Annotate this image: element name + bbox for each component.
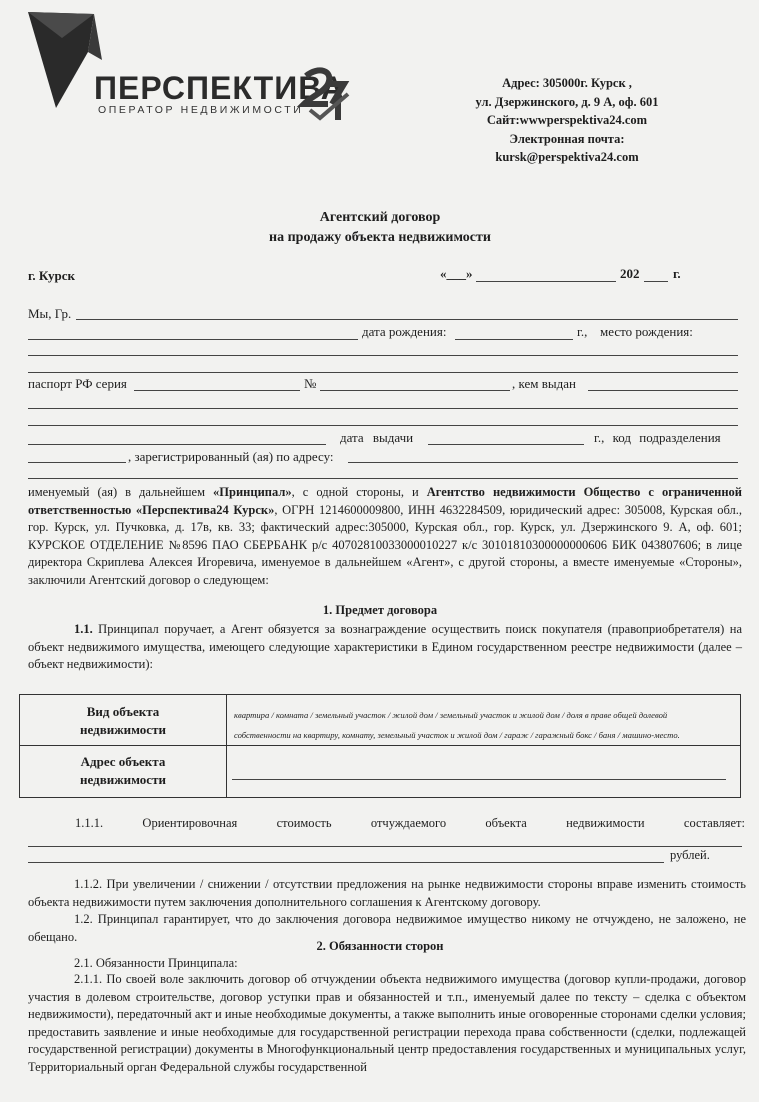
logo-subtitle: ОПЕРАТОР НЕДВИЖИМОСТИ	[98, 104, 304, 116]
birth-place-blank	[28, 355, 738, 356]
date-month-blank	[476, 281, 616, 282]
section-1-title: 1. Предмет договора	[322, 603, 438, 617]
clause-1-1-2: 1.1.2. При увеличении / снижении / отсутствии предложения на рынке недвижимости стороны вправе изменить стоимость объекта недвижимости путем заключения дополнительного соглашения к Агентскому договору.	[28, 877, 746, 909]
principal-term: «Принципал»	[213, 485, 292, 499]
price-words-blank	[28, 862, 664, 863]
name-blank-2	[28, 339, 358, 340]
property-address-label	[20, 753, 226, 789]
birth-place-blank-2	[28, 372, 738, 373]
intro-paragraph	[28, 484, 742, 590]
clause-2-1: 2.1. Обязанности Принципала:	[74, 956, 238, 970]
year-suffix: г.	[673, 266, 681, 281]
issued-by-label: , кем выдан	[512, 376, 576, 391]
property-address-blank	[232, 779, 726, 780]
address-blank-2	[28, 478, 738, 479]
logo-name: ПЕРСПЕКТИВА	[94, 70, 345, 106]
birth-year-suffix: г.,	[577, 324, 588, 339]
document-title	[200, 208, 560, 248]
issue-date-blank	[428, 444, 584, 445]
title-line-2: на продажу объекта недвижимости	[269, 230, 491, 245]
address-line-1: Адрес: 305000г. Курск ,	[502, 76, 632, 90]
date-day-quote: «___»	[440, 266, 473, 281]
clause-1-1-text: Принципал поручает, а Агент обязуется за вознаграждение осуществить поиск покупателя (правоприобретателя) на объект недвижимого имущества, имеющего следующие характеристики в Едином государственном реестре недвижимости (далее –объект недвижимости):	[28, 622, 742, 672]
section-2-title: 2. Обязанности сторон	[316, 939, 444, 953]
issued-by-blank-2	[28, 408, 738, 409]
issue-date-label: дата выдачи	[340, 430, 414, 445]
birth-date-label: дата рождения:	[362, 324, 447, 339]
passport-label: паспорт РФ серия	[28, 376, 127, 391]
clause-1-1	[28, 621, 742, 674]
clause-1-1-1-word: недвижимости	[566, 816, 645, 830]
city: г. Курск	[28, 268, 76, 283]
clause-1-1-1-word: стоимость	[276, 816, 332, 830]
rubles-label: рублей.	[670, 848, 710, 862]
code-label: г., код подразделения	[594, 430, 721, 445]
issued-by-blank-3	[28, 425, 738, 426]
we-label: Мы, Гр.	[28, 306, 72, 321]
clause-2-1-1: 2.1.1. По своей воле заключить договор об отчуждении объекта недвижимого имущества (договор купли-продажи, договор участия в долевом строительстве, договор уступки прав и обязанностей и т.п., именуемый далее по тексту – сделка с объектом недвижимости), передаточный акт и иные необходимые документы, а также выполнить иные оговоренные сторонами сделки условия; предоставить заявление и иные необходимые для государственной регистрации перехода права собственности (сделки, подлежащей государственной регистрации) документы в Многофункциональный центр предоставления государственных и муниципальных услуг, Территориальный орган Федеральной службы государственной	[28, 972, 746, 1074]
clause-1-1-1	[75, 816, 745, 831]
contact-block	[452, 74, 682, 167]
issued-by-blank-4	[28, 444, 326, 445]
name-blank	[76, 319, 738, 320]
birth-place-label: место рождения:	[600, 324, 693, 339]
email-label: Электронная почта:	[509, 131, 625, 146]
email: kursk@perspektiva24.com	[495, 150, 639, 164]
property-address-label-1: Адрес объекта	[80, 754, 166, 769]
property-type-label	[20, 703, 226, 739]
property-type-label-2: недвижимости	[80, 722, 166, 737]
intro-text-1: именуемый (ая) в дальнейшем	[28, 485, 214, 499]
passport-series-blank	[134, 390, 300, 391]
title-line-1: Агентский договор	[319, 210, 441, 225]
registered-label: , зарегистрированный (ая) по адресу:	[128, 449, 334, 464]
property-type-options-2: собственности на квартиру, комнату, земельный участок и жилой дом / гараж / гаражный бокс / баня / машино-место.	[234, 730, 680, 740]
address-line-2: ул. Дзержинского, д. 9 А, оф. 601	[475, 94, 659, 109]
year-blank	[644, 281, 668, 282]
clause-1-2: 1.2. Принципал гарантирует, что до заключения договора недвижимое имущество никому не отчуждено, не заложено, не обещано.	[28, 912, 746, 944]
property-type-label-1: Вид объекта	[86, 704, 160, 719]
property-address-label-2: недвижимости	[80, 772, 166, 787]
property-table	[19, 694, 741, 798]
logo-24-emblem-icon	[288, 64, 352, 124]
logo-wing-icon	[28, 12, 102, 108]
property-type-options-1: квартира / комната / земельный участок / жилой дом / земельный участок и жилой дом / доля в праве общей долевой	[234, 710, 668, 720]
intro-text-2: , с одной стороны, и	[291, 485, 427, 499]
intro-text-3: , ОГРН 1214600009800, ИНН 4632284509, юридический адрес: 305008, Курская обл., гор. Курск, ул. Пучковка, д. 17в, кв. 33; фактический адрес:305000, Курская обл., гор. Курск, ул. Дзержинского 9. А, оф. 601; КУРСКОЕ ОТДЕЛЕНИЕ №8596 ПАО СБЕРБАНК р/с 40702810033000010227 к/с 30101810300000000606 БИК 043807606; в лице директора Скриплева Алексея Игоревича, именуемое в дальнейшем «Агент», с другой стороны, а вместе именуемые «Стороны», заключили Агентский договор о следующем:	[28, 502, 742, 587]
clause-1-1-1-word: составляет:	[683, 816, 745, 830]
website: Сайт:wwwperspektiva24.com	[486, 113, 648, 127]
clause-1-1-1-word: Ориентировочная	[142, 816, 238, 830]
clause-1-1-1-word: 1.1.1.	[75, 816, 104, 830]
code-blank	[28, 462, 126, 463]
clause-1-1-1-word: объекта	[485, 816, 527, 830]
issued-by-blank	[588, 390, 738, 391]
agency-name: Агентство недвижимости Общество с ограниченной ответственностью «Перспектива24 Курск»	[28, 485, 742, 517]
clause-1-1-1-word: отчуждаемого	[370, 816, 447, 830]
passport-number-blank	[320, 390, 510, 391]
address-blank	[348, 462, 738, 463]
date-year: 202	[620, 266, 640, 281]
number-label: №	[304, 376, 317, 391]
clause-1-1-number: 1.1.	[74, 622, 93, 636]
price-blank	[28, 846, 742, 847]
birth-date-blank	[455, 339, 573, 340]
property-type-options	[234, 709, 734, 741]
